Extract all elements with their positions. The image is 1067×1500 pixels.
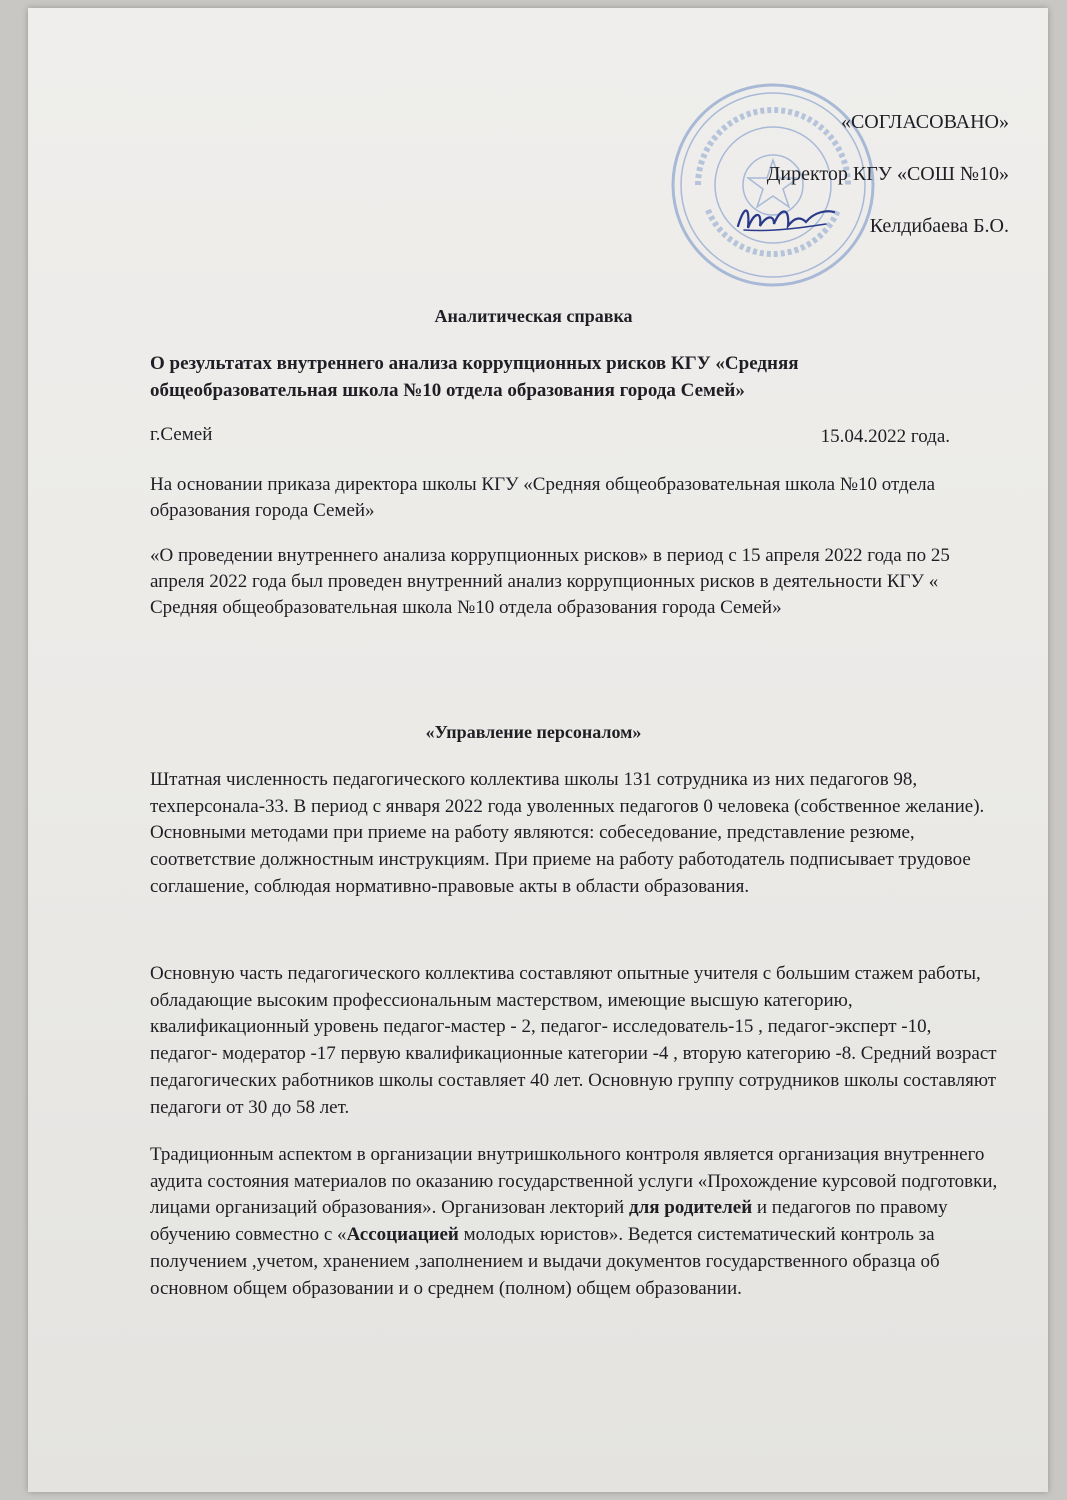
document-date: 15.04.2022 года. bbox=[820, 426, 950, 447]
approval-block bbox=[767, 112, 1009, 268]
body-3-part-1: Традиционным аспектом в организации внутришкольного контроля является организация внутреннего аудита состояния материалов по оказанию государственной услуги «Прохождение курсовой подготовки, лицами организаций образования». Организован лекторий bbox=[150, 1144, 998, 1219]
body-paragraph-3 bbox=[150, 1142, 1000, 1302]
body-3-bold-2: Ассоциацией bbox=[346, 1224, 459, 1246]
handwritten-signature bbox=[730, 198, 840, 238]
document-title: Аналитическая справка bbox=[434, 306, 633, 326]
document-subject: О результатах внутреннего анализа коррупционных рисков КГУ «Средняя общеобразовательная школа №10 отдела образования города Семей» bbox=[150, 353, 799, 401]
body-paragraph-2: Основную часть педагогического коллектива составляют опытные учителя с большим стажем работы, обладающие высоким профессиональным мастерством, имеющие высшую категорию, квалификационный уровень педагог-мастер - 2, педагог- исследователь-15 , педагог-эксперт -10, педагог- модератор -17 первую квалификационные категории -4 , вторую категорию -8. Средний возраст педагогических работников школы составляет 40 лет. Основную группу сотрудников школы составляют педагоги от 30 до 58 лет. bbox=[150, 963, 997, 1118]
intro-paragraph-2: «О проведении внутреннего анализа коррупционных рисков» в период с 15 апреля 2022 года по 25 апреля 2022 года был проведен внутренний анализ коррупционных рисков в деятельности КГУ « Средняя общеобразовательная школа №10 отдела образования города Семей» bbox=[150, 545, 950, 618]
document-city: г.Семей bbox=[150, 424, 213, 445]
approval-name: Келдибаева Б.О. bbox=[869, 215, 1009, 237]
body-paragraph-1: Штатная численность педагогического коллектива школы 131 сотрудника из них педагогов 98, техперсонала-33. В период с января 2022 года уволенных педагогов 0 человека (собственное желание). Основными методами при приеме на работу являются: собеседование, представление резюме, соответствие должностным инструкциям. При приеме на работу работодатель подписывает трудовое соглашение, соблюдая нормативно-правовые акты в области образования. bbox=[150, 769, 985, 897]
body-3-part-2: и педагогов по правому обучению совместно с « bbox=[150, 1197, 948, 1246]
body-3-bold-1: для родителей bbox=[628, 1197, 753, 1219]
approval-agreed: «СОГЛАСОВАНО» bbox=[840, 111, 1009, 133]
body-3-part-3: молодых юристов». Ведется систематический контроль за получением ,учетом, хранением ,заполнением и выдачи документов государственного образца об основном общем образовании и о среднем (полном) общем образовании. bbox=[150, 1224, 940, 1299]
approval-position: Директор КГУ «СОШ №10» bbox=[766, 163, 1009, 185]
section-title: «Управление персоналом» bbox=[425, 722, 642, 742]
intro-paragraph-1: На основании приказа директора школы КГУ «Средняя общеобразовательная школа №10 отдела образования города Семей» bbox=[150, 474, 936, 521]
